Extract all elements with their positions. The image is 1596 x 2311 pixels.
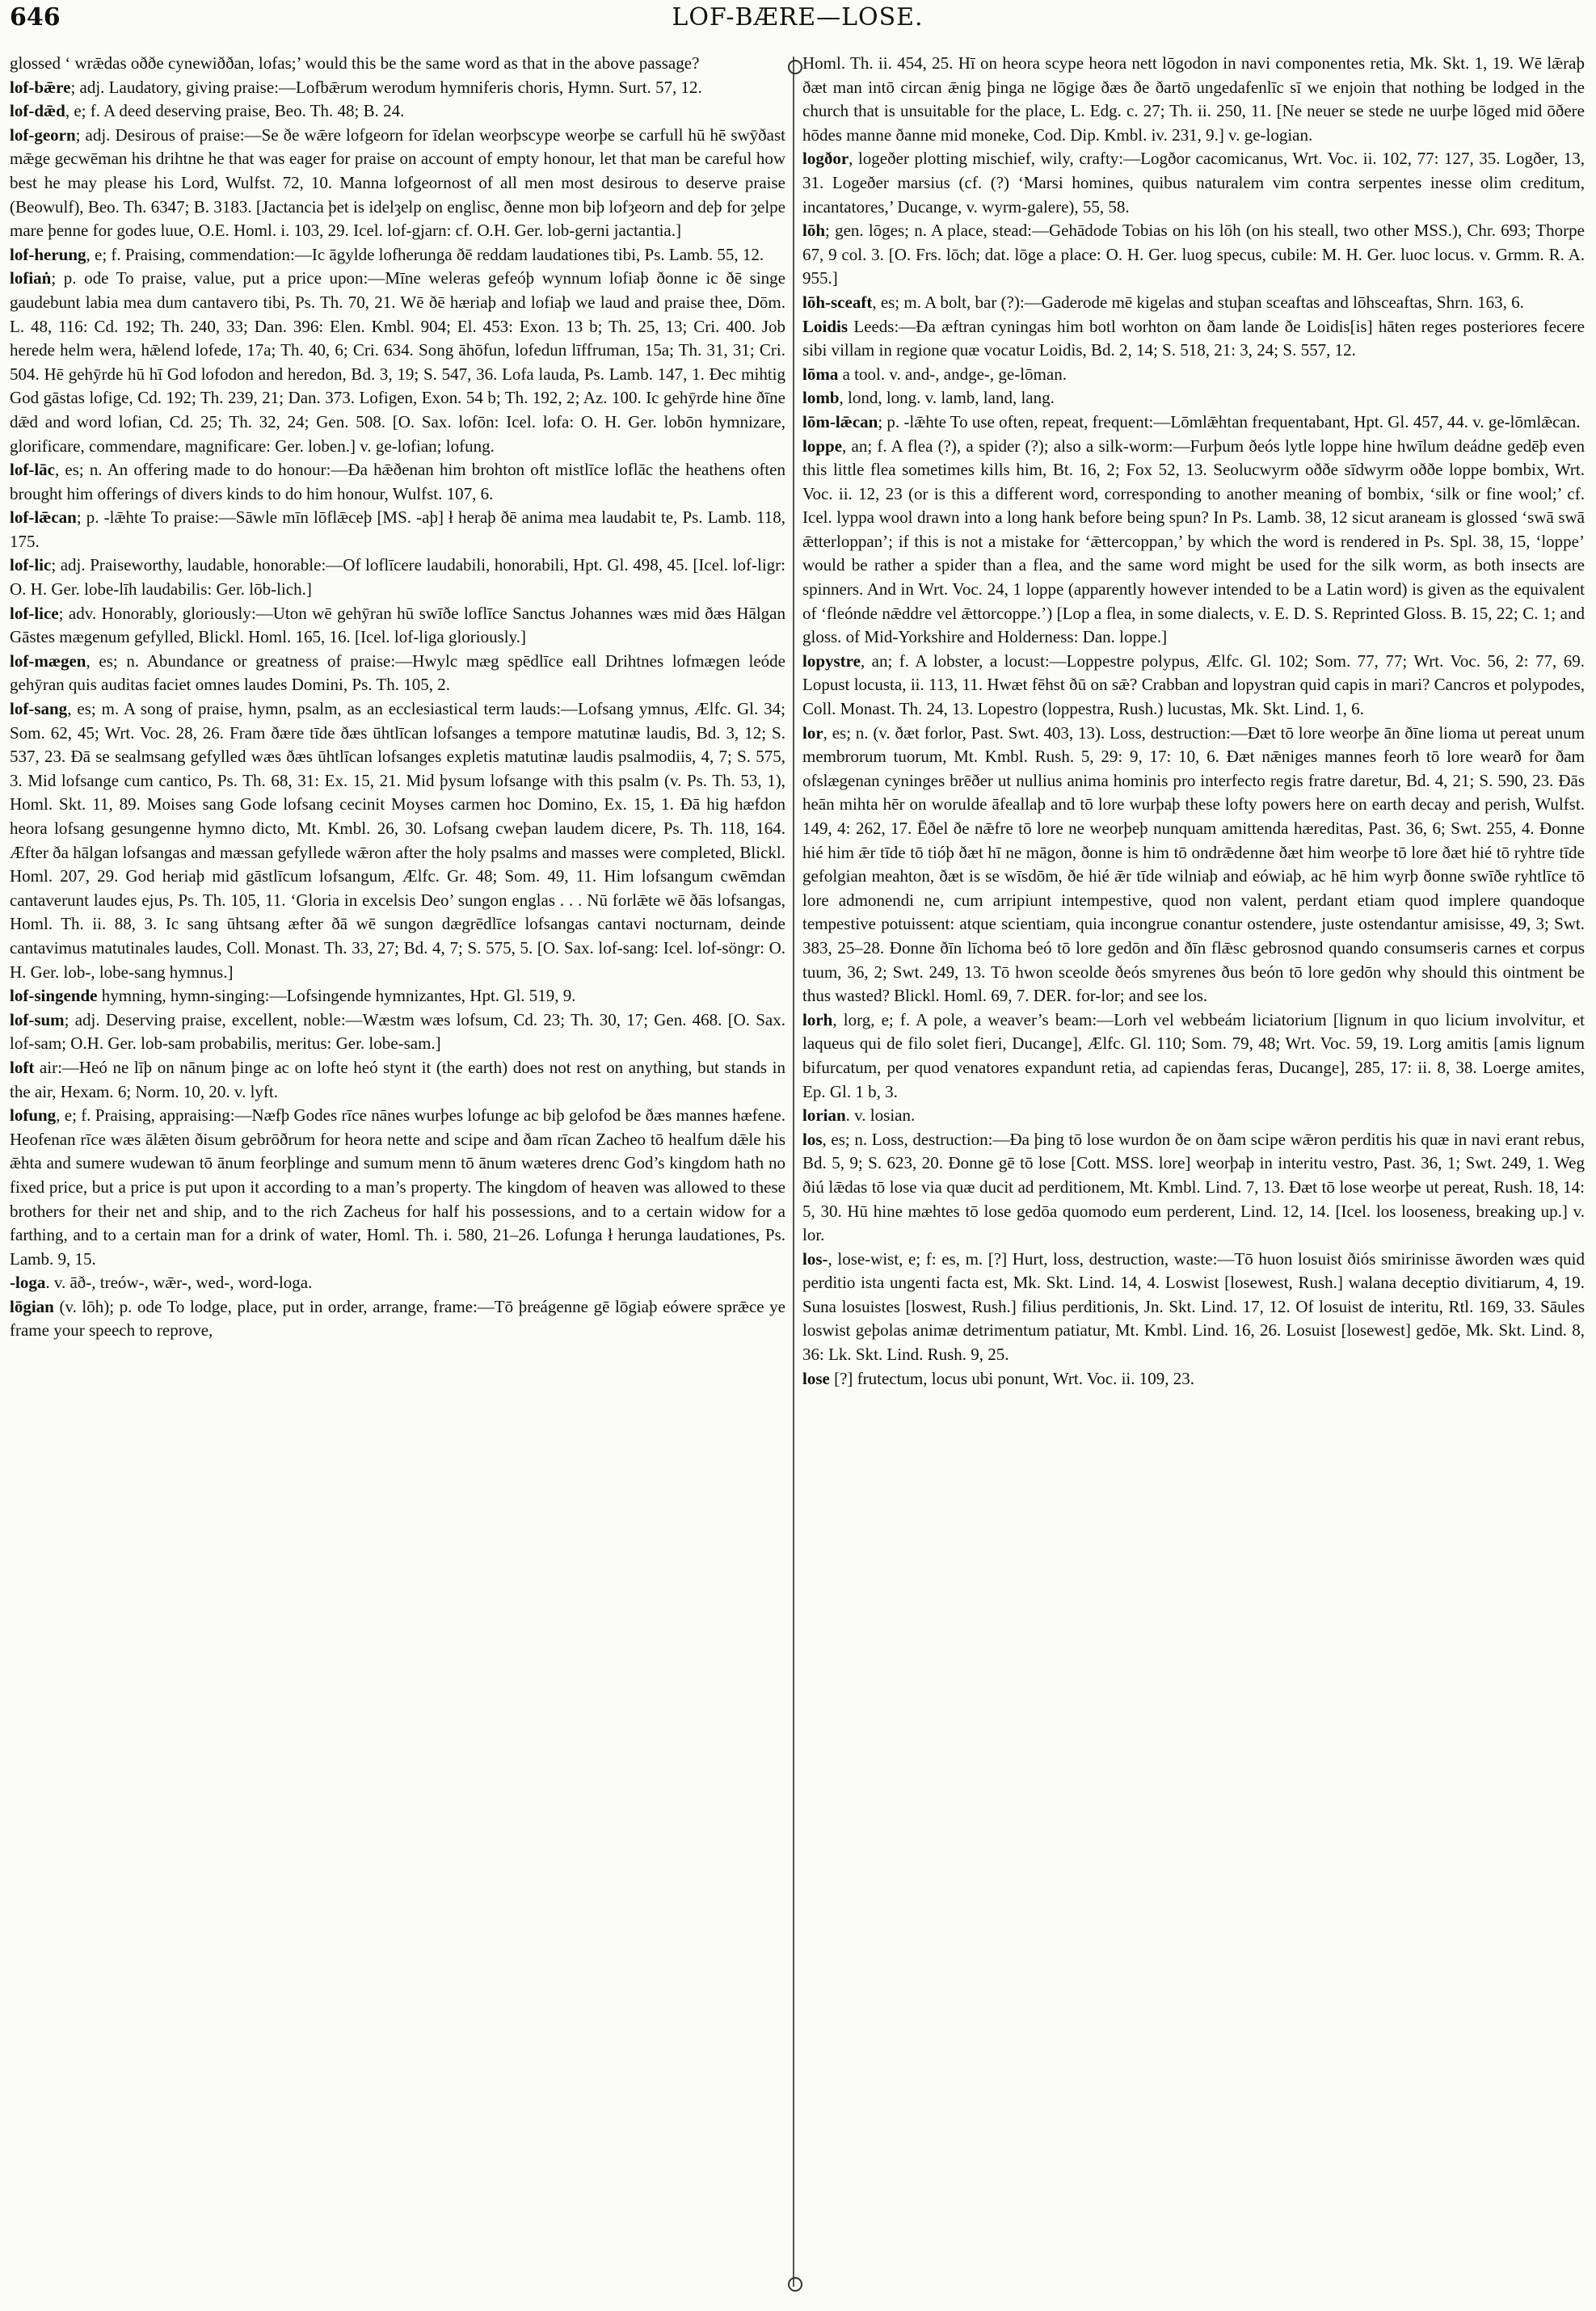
- dictionary-entry: [802, 1008, 1585, 1104]
- headword: lor: [802, 722, 823, 743]
- entry-text: (v. lōh); p. ode To lodge, place, put in order, arrange, frame:—Tō þreágenne gē lōgiaþ eówere sprǣce ye frame your speech to reprove,: [10, 1296, 785, 1341]
- headword: logðor: [802, 149, 849, 169]
- headword: lopystre: [802, 650, 861, 671]
- headword: lōh-sceaft: [802, 292, 873, 312]
- entry-text: , es; n. (v. ðæt forlor, Past. Swt. 403, 13). Loss, destruction:—Ðæt tō lore weorþe ān ðīne lioma ut pereat unum membrorum tuorum, Mt. Kmbl. Rush. 5, 29: 9, 17: 10, 6. Ðæt nǣniges mannes feorh tō lore wearð for ðam ofslægenan cyninges brēðer ut nullius anima hominis pro interfecto regis fratre daretur, Bd. 4, 21; S. 590, 23. Ðās heān mihta hēr on worulde āfeallaþ and tō lore wurþaþ these lofty powers here on earth decay and perish, Wulfst. 149, 4: 262, 17. Ēðel ðe nǣfre tō lore ne weorþeþ nunquam amittenda hæreditas, Past. 36, 6; Swt. 255, 4. Ðonne hié him ǣr tīde tō tióþ ðæt hī ne māgon, ðonne is him tō ondrǣdenne ðæt him weorþe tō lore ðæt hié tō ryhtre tīde gefolgian meahton, ðæt is se wīsdōm, ðe hié ǣr tīde wilniaþ and eówiaþ, ac hē him wyrþ ðonne swīðe ryhtlīce tō lore admonendi ne, cum arripiunt intempestive, quod non valent, perdant etiam quod implere quandoque tempestive potuissent: atque scientiam, quia incongrue conantur ostendere, juste ostendantur amisisse, 49, 3; Swt. 383, 25–28. Ðonne ðīn līchoma beó tō lore gedōn and ðīn flǣsc gebrosnod quando consumseris carnes et corpus tuum, 36, 2; Swt. 249, 13. Tō hwon sceolde ðeós smyrenes ðus beón tō lore gedōn why should this ointment be thus wasted? Blickl. Homl. 69, 7. DER. for-lor; and see los.: [802, 722, 1585, 1006]
- dictionary-entry: [10, 984, 785, 1008]
- entry-text: Homl. Th. ii. 454, 25. Hī on heora scype heora nett lōgodon in navi componentes retia, Mk. Skt. 1, 19. Wē lǣraþ ðæt man intō circan ǣnig þinga ne lōgige ðæs ðe ðartō ungedafenlīc sī we enjoin that nothing be lodged in the church that is unsuitable for the place, L. Edg. c. 27; Th. ii. 250, 11. [Ne neuer se stede ne uurþe lōged mid ōðere hōdes manne ðanne mid moneke, Cod. Dip. Kmbl. iv. 231, 9.] v. ge-logian.: [802, 53, 1585, 145]
- entry-text: , an; f. A lobster, a locust:—Loppestre polypus, Ælfc. Gl. 102; Som. 77, 77; Wrt. Voc. 56, 2: 77, 69. Lopust locusta, ii. 113, 11. Hwæt fēhst ðū on sǣ? Crabban and lopystran quid capis in mari? Cancros et polypodes, Coll. Monast. Th. 24, 13. Lopestro (loppestra, Rush.) lucustas, Mk. Skt. Lind. 1, 6.: [802, 650, 1585, 719]
- entry-text: , lose-wist, e; f: es, m. [?] Hurt, loss, destruction, waste:—Tō huon losuist ðiós smirinisse āworden wæs quid perditio ista ungenti facta est, Mk. Skt. Lind. 14, 4. Loswist [losewest, Rush.] walana deceptio divitiarum, 4, 19. Suna losuistes [loswest, Rush.] filius perditionis, Jn. Skt. Lind. 17, 12. Of losuist de interitu, Rtl. 169, 33. Sāules loswist geþolas animæ detrimentum patiatur, Mt. Kmbl. Lind. 16, 26. Losuist [losewest] gedōe, Mk. Skt. Lind. 8, 36: Lk. Skt. Lind. Rush. 9, 25.: [802, 1248, 1585, 1365]
- entry-text: , es; n. An offering made to do honour:—Ða hǣðenan him brohton oft mistlīce loflāc the heathens often brought him offerings of divers kinds to do him honour, Wulfst. 107, 6.: [10, 460, 785, 503]
- entry-text: air:—Heó ne līþ on nānum þinge ac on lofte heó stynt it (the earth) does not rest on anything, but stands in the air, Hexam. 6; Norm. 10, 20. v. lyft.: [10, 1057, 785, 1101]
- dictionary-entry: [802, 52, 1585, 147]
- headword: lofiaṅ: [10, 268, 52, 288]
- dictionary-entry: [802, 1248, 1585, 1367]
- dictionary-entry: [802, 410, 1585, 435]
- dictionary-entry: [10, 1271, 785, 1295]
- page-header: [10, 0, 1585, 42]
- dictionary-entry: [10, 697, 785, 984]
- entry-text: ; adj. Deserving praise, excellent, noble:—Wæstm wæs lofsum, Cd. 23; Th. 30, 17; Gen. 468. [O. Sax. lof-sam; O.H. Ger. lob-sam probabilis, meritus: Ger. lobe-sam.]: [10, 1009, 785, 1054]
- headword: lof-sum: [10, 1009, 65, 1029]
- dictionary-entry: [802, 219, 1585, 291]
- margin-marker-icon: [788, 2277, 802, 2292]
- headword: lof-sang: [10, 699, 68, 719]
- entry-text: , e; f. Praising, commendation:—Ic āgylde lofherunga ðē reddam laudationes tibi, Ps. Lamb. 55, 12.: [86, 244, 764, 264]
- headword: los-: [802, 1248, 828, 1269]
- entry-text: , es; n. Loss, destruction:—Ða þing tō lose wurdon ðe on ðam scipe wǣron perditis his quæ in navi erant rebus, Bd. 5, 9; S. 623, 20. Ðonne gē tō lose [Cott. MSS. lore] weorþaþ in interitu vestro, Past. 36, 1; Swt. 249, 1. Weg ðiú lǣdas tō lose via quæ ducit ad perditionem, Mt. Kmbl. Lind. 7, 13. Ðæt tō lose weorþe ut pereat, Rush. 18, 14: 5, 30. Hū hine mæhtes tō lose gedōa quomodo eum perderent, Lind. 12, 14. [Icel. los looseness, breaking up.] v. lor.: [802, 1129, 1585, 1245]
- entry-text: , logeðer plotting mischief, wily, crafty:—Logðor cacomicanus, Wrt. Voc. ii. 102, 77: 127, 35. Logðer, 13, 31. Logeðer marsius (cf. (?) ‘Marsi homines, quibus naturalem vim contra serpentes inesse olim creditum, incantatores,’ Ducange, v. wyrm-galere), 55, 58.: [802, 149, 1585, 217]
- entry-text: glossed ‘ wrǣdas oððe cynewiððan, lofas;’ would this be the same word as that in the above passage?: [10, 53, 700, 73]
- dictionary-entry: [802, 363, 1585, 387]
- headword: los: [802, 1129, 823, 1149]
- entry-text: , lorg, e; f. A pole, a weaver’s beam:—Lorh vel webbeám liciatorium [lignum in quo licium involvitur, et laqueus qui de filo solet fieri, Ducange], Ælfc. Gl. 110; Som. 79, 48; Wrt. Voc. 59, 19. Lorg amitis [amis lignum bifurcatum, per quod venatores expandunt retia, ad capiendas feras, Ducange], 285, 17: ii. 8, 38. Loerge amites, Ep. Gl. 1 b, 3.: [802, 1009, 1585, 1101]
- headword: lōm-lǣcan: [802, 411, 878, 431]
- dictionary-entry: [802, 1104, 1585, 1128]
- entry-text: , an; f. A flea (?), a spider (?); also a silk-worm:—Furþum ðeós lytle loppe hine hwīlum deádne gedēþ even this little flea sometimes kills him, Bt. 16, 2; Fox 52, 13. Seolucwyrm oððe sīdwyrm oððe loppe bombix, Wrt. Voc. ii. 12, 23 (or is this a different word, corresponding to another meaning of bombix, ‘silk or fine wool;’ cf. Icel. lyppa wool drawn into a long hank before being spun? In Ps. Lamb. 38, 12 sicut araneam is glossed ‘swā swā ǣtterloppan’; if this is not a mistake for ‘ǣttercoppan,’ by which the word is rendered in Ps. Spl. 38, 15, ‘loppe’ would be rather a spider than a flea, and the same word might be used for the silk worm, as both insects are spinners. And in Wrt. Voc. 24, 1 loppe (apparently however intended to be a Latin word) is given as the equivalent of ‘fleónde nǣddre vel ǣttorcoppe.’) [Lop a flea, in some dialects, v. E. D. S. Reprinted Gloss. B. 15, 22; C. 1; and gloss. of Mid-Yorkshire and Holderness: Dan. loppe.]: [802, 436, 1585, 647]
- right-column: [802, 52, 1585, 2298]
- headword: lof-herung: [10, 244, 86, 264]
- dictionary-entry: [802, 650, 1585, 722]
- headword: lōma: [802, 364, 839, 384]
- headword: loppe: [802, 436, 843, 456]
- headword: lof-mægen: [10, 650, 86, 671]
- entry-text: Leeds:—Ða æftran cyningas him botl worhton on ðam lande ðe Loidis[is] hāten reges posteriores fecere sibi villam in regione quæ vocatur Loidis, Bd. 2, 14; S. 518, 21: 3, 24; S. 557, 12.: [802, 316, 1585, 360]
- headword: lōgian: [10, 1296, 54, 1316]
- entry-text: ; p. -lǣhte To praise:—Sāwle mīn lōflǣceþ [MS. -aþ] ł heraþ ðē anima mea laudabit te, Ps. Lamb. 118, 175.: [10, 507, 785, 551]
- dictionary-entry: [802, 722, 1585, 1008]
- headword: lofung: [10, 1105, 57, 1126]
- dictionary-entry: [10, 554, 785, 601]
- headword: lof-lāc: [10, 460, 55, 480]
- headword: lof-dǣd: [10, 101, 65, 121]
- entry-text: ; p. ode To praise, value, put a price upon:—Mīne weleras gefeóþ wynnum lofiaþ ðonne ic ðē singe gaudebunt labia mea dum cantavero tibi, Ps. Th. 70, 21. Wē ðē hæriaþ and lofiaþ we laud and praise thee, Dōm. L. 48, 116: Cd. 192; Th. 240, 33; Dan. 396: Elen. Kmbl. 904; El. 453: Exon. 13 b; Th. 25, 13; Cri. 400. Job herede helm wera, hǣlend lofede, 17a; Th. 40, 6; Cri. 634. Song āhōfun, lofedun līffruman, 15a; Th. 31, 31; Cri. 504. Hē gehȳrde hū hī God lofodon and heredon, Bd. 3, 19; S. 547, 36. Lofa lauda, Ps. Lamb. 147, 1. Ðec mihtig God gāstas lofige, Cd. 192; Th. 239, 21; Dan. 373. Lofigen, Exon. 54 b; Th. 192, 2; Az. 100. Ic gehȳrde hine ðīne dǣd and word lofian, Cd. 25; Th. 32, 24; Gen. 508. [O. Sax. lofōn: Icel. lofa: O. H. Ger. lobōn hymnizare, glorificare, commendare, magnificare: Ger. loben.] v. ge-lofian; lofung.: [10, 268, 785, 456]
- headword: lorh: [802, 1009, 833, 1029]
- entry-text: , e; f. A deed deserving praise, Beo. Th. 48; B. 24.: [65, 101, 405, 121]
- entry-text: ; gen. lōges; n. A place, stead:—Gehādode Tobias on his lōh (on his steall, two other MSS.), Chr. 693; Thorpe 67, 9 col. 3. [O. Frs. lōch; dat. lōge a place: O. H. Ger. luog specus, cubile: M. H. Ger. luoc locus. v. Grmm. R. A. 955.]: [802, 221, 1585, 288]
- entry-text: . v. āð-, treów-, wǣr-, wed-, word-loga.: [45, 1273, 313, 1293]
- entry-text: ; adv. Honorably, gloriously:—Uton wē gehȳran hū swīðe loflīce Sanctus Johannes wæs mid ðæs Hālgan Gāstes mægenum gefylled, Blickl. Homl. 165, 16. [Icel. lof-liga gloriously.]: [10, 603, 785, 647]
- dictionary-entry: [10, 1008, 785, 1056]
- page-number: 646: [10, 3, 61, 32]
- dictionary-entry: [10, 1104, 785, 1271]
- dictionary-entry: [10, 1056, 785, 1104]
- headword: lof-georn: [10, 124, 76, 145]
- entry-text: ; p. -lǣhte To use often, repeat, frequent:—Lōmlǣhtan frequentabant, Hpt. Gl. 457, 44. v. ge-lōmlǣcan.: [878, 411, 1581, 431]
- dictionary-entry: [10, 458, 785, 506]
- headword: lorian: [802, 1105, 846, 1126]
- entry-text: [?] frutectum, locus ubi ponunt, Wrt. Voc. ii. 109, 23.: [829, 1368, 1195, 1388]
- dictionary-entry: [10, 76, 785, 100]
- entry-text: ; adj. Praiseworthy, laudable, honorable:—Of loflīcere laudabili, honorabili, Hpt. Gl. 498, 45. [Icel. lof-ligr: O. H. Ger. lobe-līh laudabilis: Ger. lōb-lich.]: [10, 555, 785, 600]
- headword: -loga: [10, 1273, 46, 1293]
- entry-text: , es; n. Abundance or greatness of praise:—Hwylc mæg spēdlīce eall Drihtnes lofmægen leóde gehȳran quis auditas faciet omnes laudes Domini, Ps. Th. 105, 2.: [10, 650, 785, 695]
- entry-text: . v. losian.: [845, 1105, 916, 1126]
- dictionary-entry: [10, 99, 785, 124]
- headword: lof-singende: [10, 986, 98, 1006]
- dictionary-entry: [10, 506, 785, 554]
- dictionary-entry: [10, 650, 785, 697]
- entry-text: ; adj. Laudatory, giving praise:—Lofbǣrum werodum hymniferis choris, Hymn. Surt. 57, 12.: [70, 77, 702, 97]
- dictionary-entry: [802, 435, 1585, 650]
- dictionary-entry: [802, 315, 1585, 363]
- entry-text: a tool. v. and-, andge-, ge-lōman.: [838, 364, 1067, 384]
- headword: loft: [10, 1057, 35, 1077]
- headword: lōh: [802, 221, 826, 241]
- entry-text: , es; m. A song of praise, hymn, psalm, as an ecclesiastical term lauds:—Lofsang ymnus, Ælfc. Gl. 34; Som. 62, 45; Wrt. Voc. 28, 26. Fram ðære tīde ðæs ūhtlīcan lofsanges a tempore matutinæ laudis, Bd. 3, 12; S. 537, 23. Ðā se sealmsang gefylled wæs ðæs ūhtlīcan lofsanges expletis matutinæ laudis psalmodiis, 4, 7; S. 575, 3. Mid lofsange cum cantico, Ps. Th. 68, 31: Ex. 15, 21. Mid þysum lofsange with this psalm (v. Ps. Th. 53, 1), Homl. Skt. 11, 89. Moises sang Gode lofsang cecinit Moyses carmen hoc Domino, Ex. 15, 1. Ðā hig hæfdon heora lofsang gesungenne hymno dicto, Mt. Kmbl. 26, 30. Lofsang cweþan laudem dicere, Ps. Th. 118, 164. Æfter ða hālgan lofsangas and mæssan gefyllede wǣron after the holy psalms and masses were completed, Blickl. Homl. 207, 29. God heriaþ mid gāstlīcum lofsangum, Ælfc. Gr. 48; Som. 49, 11. Him lofsangum cwēmdan cantaverunt laudes ejus, Ps. Th. 105, 11. ‘Gloria in excelsis Deo’ sungon englas . . . Nū forlǣte wē ðās lofsangas, Homl. Th. ii. 88, 3. Ic sang ūhtsang æfter ðā wē sungon dægrēdlīce lofsangas cantavi nocturnam, deinde cantavimus matutinales laudes, Coll. Monast. Th. 33, 27; Bd. 4, 7; S. 575, 5. [O. Sax. lof-sang: Icel. lof-söngr: O. H. Ger. lob-, lobe-sang hymnus.]: [10, 699, 785, 982]
- column-divider: [793, 57, 794, 2287]
- entry-text: , es; m. A bolt, bar (?):—Gaderode mē kigelas and stuþan sceaftas and lōhsceaftas, Shrn. 163, 6.: [872, 292, 1524, 312]
- headword: lof-lic: [10, 555, 52, 575]
- dictionary-entry: [802, 386, 1585, 410]
- entry-text: ; adj. Desirous of praise:—Se ðe wǣre lofgeorn for īdelan weorþscype weorþe se carfull hū hē swȳðast mǣge gecwēman his drihtne he that was eager for praise on account of empty honour, let that man be careful how best he may please his Lord, Wulfst. 72, 10. Manna lofgeornost of all men most desirous to deserve praise (Beowulf), Beo. Th. 6347; B. 3183. [Jactancia þet is idelȝelp on englisc, ðenne mon biþ lofȝeorn and deþ for ȝelpe mare þenne for godes luue, O.E. Homl. i. 103, 29. Icel. lof-gjarn: cf. O.H. Ger. lob-gerni jactantia.]: [10, 124, 785, 241]
- dictionary-entry: [802, 291, 1585, 315]
- dictionary-entry: [10, 52, 785, 76]
- dictionary-entry: [802, 1128, 1585, 1248]
- entry-text: , lond, long. v. lamb, land, lang.: [839, 388, 1055, 408]
- headword: lof-lǣcan: [10, 507, 77, 528]
- entry-text: hymning, hymn-singing:—Lofsingende hymnizantes, Hpt. Gl. 519, 9.: [97, 986, 576, 1006]
- left-column: [10, 52, 785, 2298]
- headword: lose: [802, 1368, 830, 1388]
- dictionary-entry: [802, 147, 1585, 219]
- headword: Loidis: [802, 316, 849, 336]
- dictionary-entry: [10, 243, 785, 267]
- dictionary-entry: [10, 1295, 785, 1343]
- dictionary-entry: [10, 267, 785, 458]
- margin-marker-icon: [788, 60, 802, 74]
- entry-text: , e; f. Praising, appraising:—Næfþ Godes rīce nānes wurþes lofunge ac biþ gelofod be ðæs mannes hæfene. Heofenan rīce wæs ālǣten ðisum gebrōðrum for heora nette and scipe and ðam rīcan Zacheo tō healfum dǣle his ǣhta and sumere wudewan tō ānum feorþlinge and sumum menn tō ānum wæteres drenc God’s kingdom hath no fixed price, but a price is put upon it according to a man’s property. The kingdom of heaven was allowed to these brothers for their net and ship, and to the rich Zacheus for half his possessions, and to a certain widow for a farthing, and to a certain man for a drink of water, Homl. Th. i. 580, 21–26. Lofunga ł herunga laudationes, Ps. Lamb. 9, 15.: [10, 1105, 785, 1269]
- headword: lof-bǣre: [10, 77, 71, 97]
- running-head: LOF-BÆRE—LOSE.: [672, 3, 924, 32]
- headword: lof-lice: [10, 603, 59, 623]
- dictionary-entry: [10, 124, 785, 243]
- dictionary-entry: [10, 602, 785, 650]
- dictionary-entry: [802, 1367, 1585, 1391]
- headword: lomb: [802, 388, 840, 408]
